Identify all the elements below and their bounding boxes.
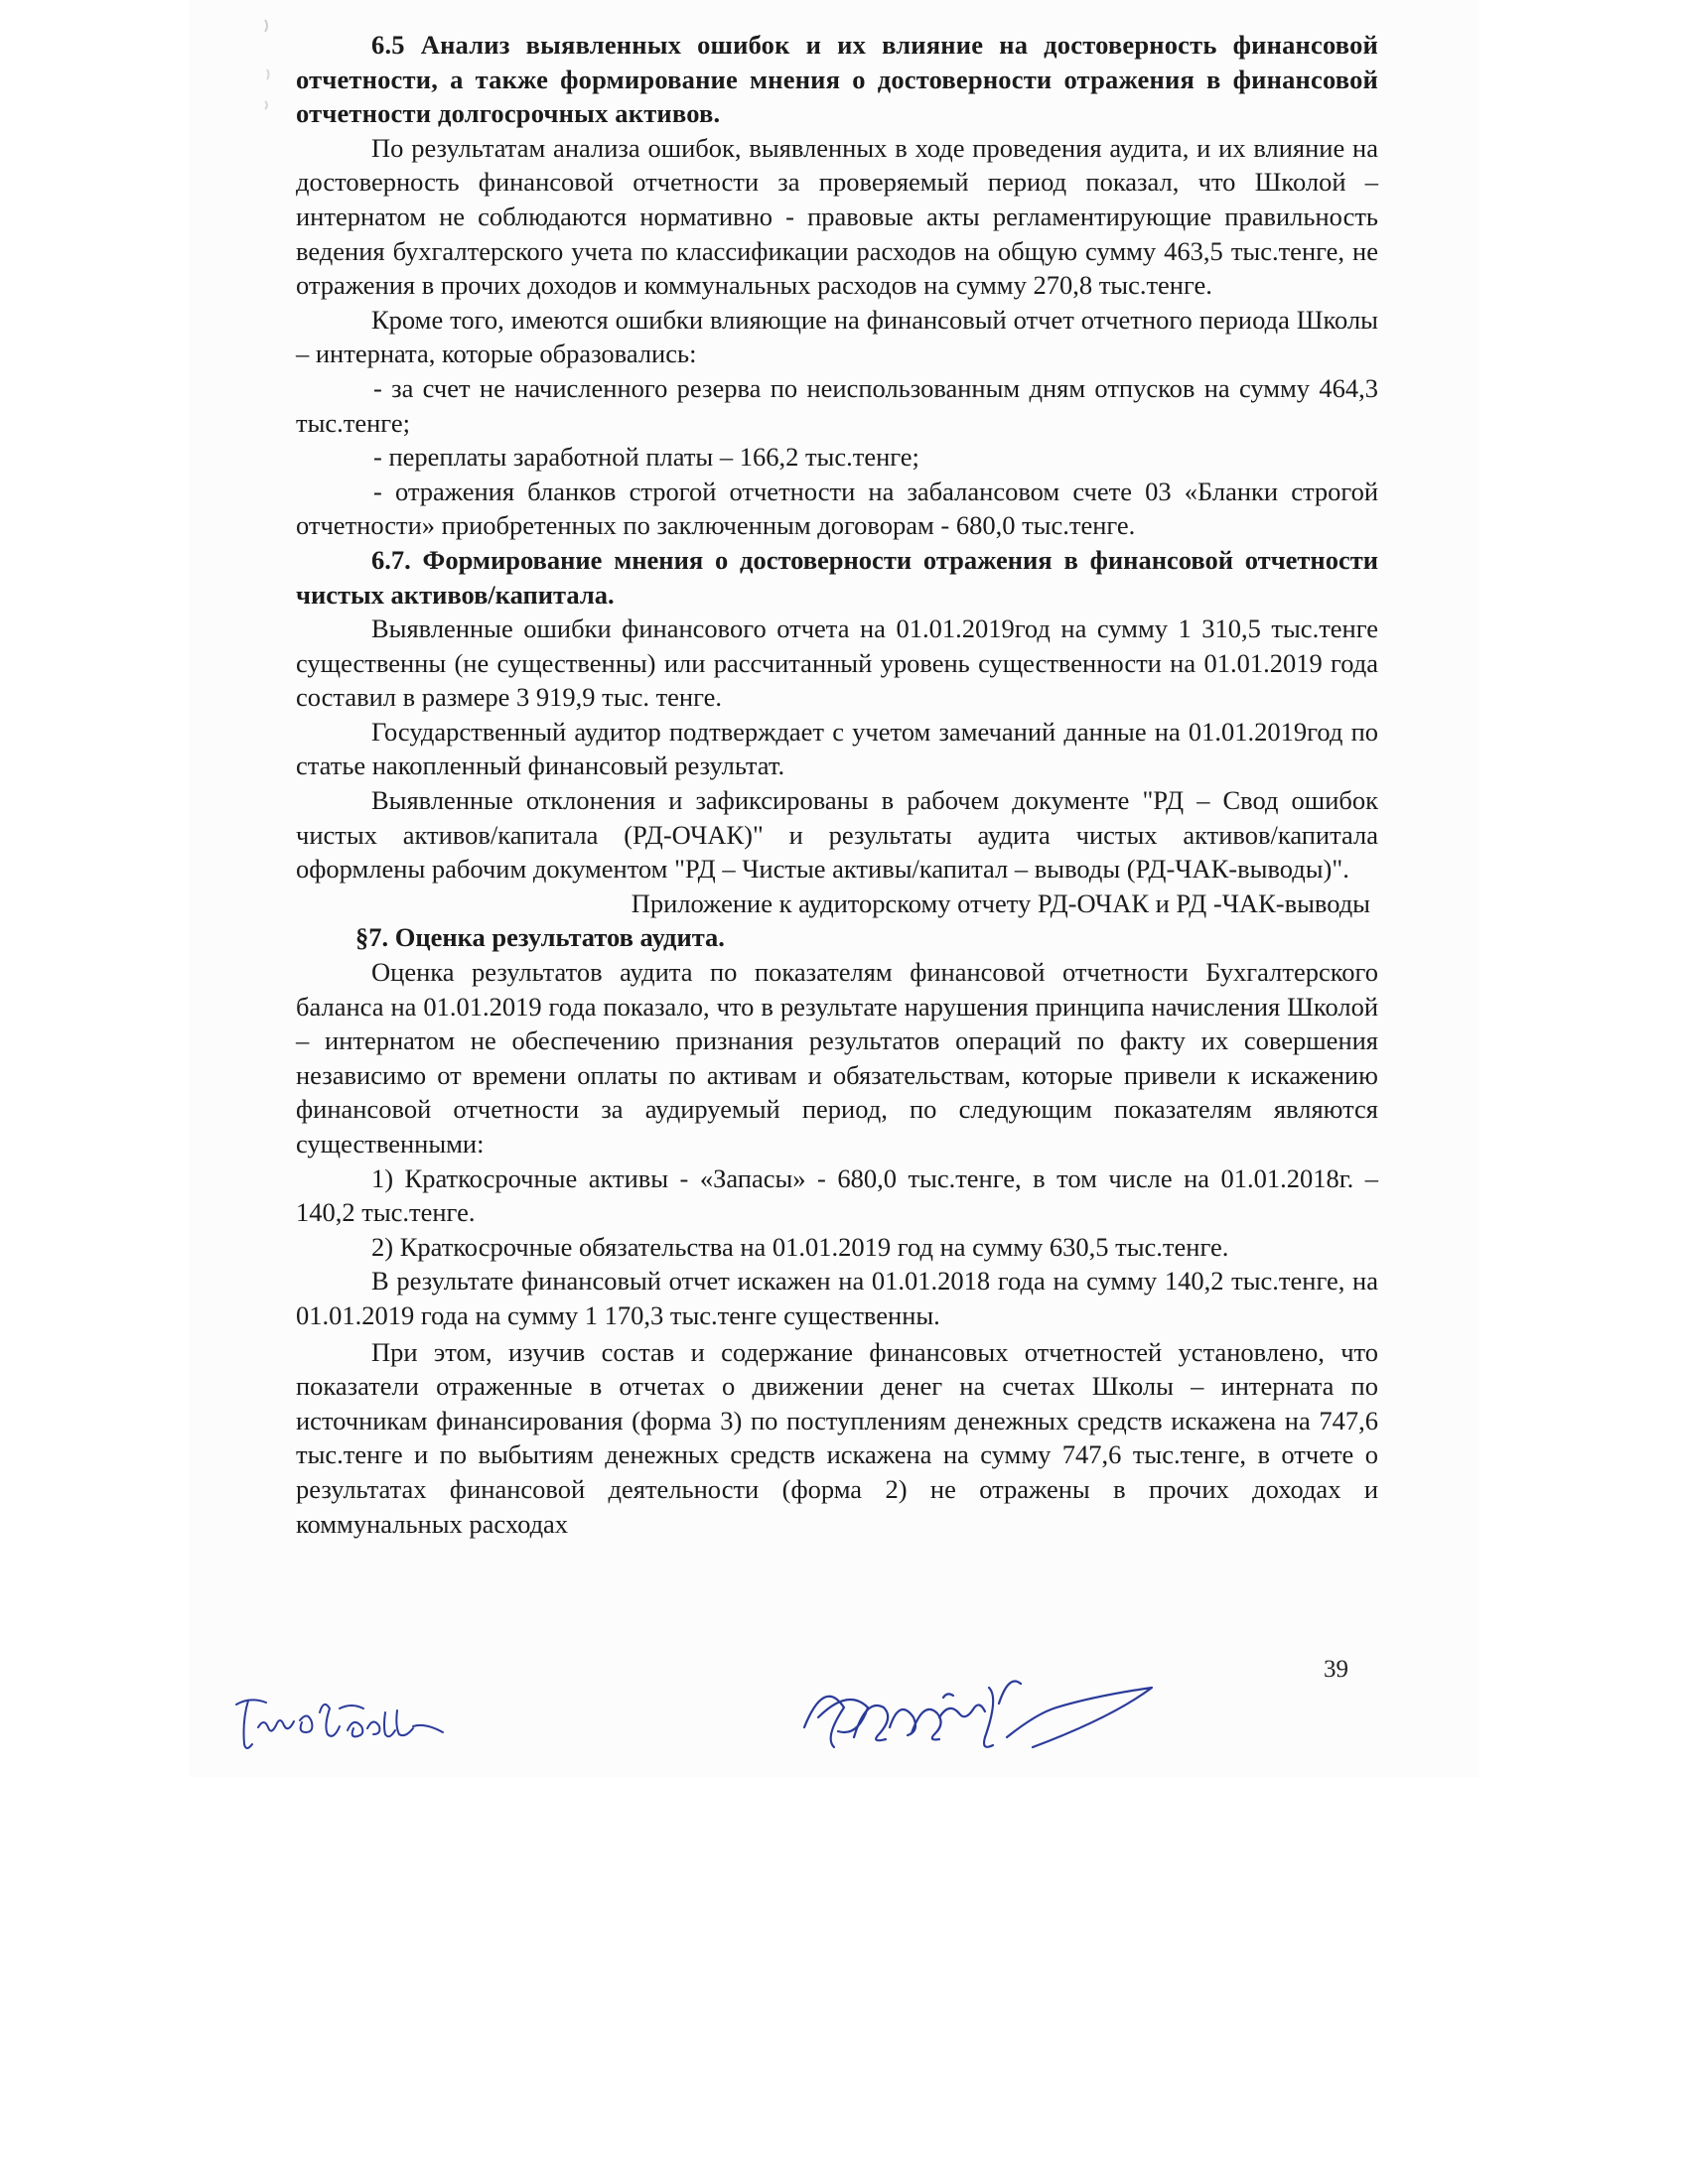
heading-6-5: 6.5 Анализ выявленных ошибок и их влияние на достоверность финансовой отчетности, а также формирование мнения о достоверности отражения в финансовой отчетности долгосрочных активов. [296, 30, 1378, 129]
list-item: - отражения бланков строгой отчетности на забалансовом счете 03 «Бланки строгой отчетности» приобретенных по заключенным договорам - 680,0 тыс.тенге. [296, 476, 1378, 541]
paragraph: При этом, изучив состав и содержание финансовых отчетностей установлено, что показатели отраженные в отчетах о движении денег на счетах Школы – интерната по источникам финансирования (форма 3) по поступлениям денежных средств искажена на 747,6 тыс.тенге и по выбытиям денежных средств искажена на сумму 747,6 тыс.тенге, в отчете о результатах финансовой деятельности (форма 2) не отражены в прочих доходах и коммунальных расходах [296, 1336, 1378, 1539]
document-body [296, 28, 1378, 1541]
appendix-note: Приложение к аудиторскому отчету РД-ОЧАК и РД -ЧАК-выводы [631, 887, 1370, 918]
handwritten-signature-left [228, 1683, 457, 1762]
paragraph: Оценка результатов аудита по показателям финансовой отчетности Бухгалтерского баланса на 01.01.2019 года показало, что в результате нарушения принципа начисления Школой – интернатом не обеспечению признания результатов операций по факту их совершения независимо от времени оплаты по активам и обязательствам, которые привели к искажению финансовой отчетности за аудируемый период, по следующим показателям являются существенными: [296, 957, 1378, 1159]
paragraph: По результатам анализа ошибок, выявленных в ходе проведения аудита, и их влияние на достоверность финансовой отчетности за проверяемый период показал, что Школой – интернатом не соблюдаются нормативно - правовые акты регламентирующие правильность ведения бухгалтерского учета по классификации расходов на общую сумму 463,5 тыс.тенге, не отражения в прочих доходов и коммунальных расходов на сумму 270,8 тыс.тенге. [296, 132, 1378, 301]
paragraph: Выявленные отклонения и зафиксированы в рабочем документе "РД – Свод ошибок чистых активов/капитала (РД-ОЧАК)" и результаты аудита чистых активов/капитала оформлены рабочим документом "РД – Чистые активы/капитал – выводы (РД-ЧАК-выводы)". [296, 785, 1378, 885]
paragraph: Государственный аудитор подтверждает с учетом замечаний данные на 01.01.2019год по статье накопленный финансовый результат. [296, 716, 1378, 781]
margin-staple-marks [253, 10, 293, 129]
heading-6-7: 6.7. Формирование мнения о достоверности отражения в финансовой отчетности чистых активов/капитала. [296, 544, 1378, 610]
paragraph: Выявленные ошибки финансового отчета на 01.01.2019год на сумму 1 310,5 тыс.тенге существенны (не существенны) или рассчитанный уровень существенности на 01.01.2019 года составил в размере 3 919,9 тыс. тенге. [296, 614, 1378, 713]
paragraph: Кроме того, имеются ошибки влияющие на финансовый отчет отчетного периода Школы – интерната, которые образовались: [296, 304, 1378, 369]
list-item: - переплаты заработной платы – 166,2 тыс.тенге; [373, 442, 919, 473]
page-number: 39 [1324, 1656, 1348, 1683]
section-7-heading: §7. Оценка результатов аудита. [355, 922, 725, 953]
list-item: 1) Краткосрочные активы - «Запасы» - 680,0 тыс.тенге, в том числе на 01.01.2018г. – 140,2 тыс.тенге. [296, 1162, 1378, 1228]
handwritten-signature-right [794, 1658, 1172, 1767]
list-item: 2) Краткосрочные обязательства на 01.01.2019 год на сумму 630,5 тыс.тенге. [371, 1231, 1229, 1262]
paragraph: В результате финансовый отчет искажен на 01.01.2018 года на сумму 140,2 тыс.тенге, на 01.01.2019 года на сумму 1 170,3 тыс.тенге существенны. [296, 1266, 1378, 1330]
list-item: - за счет не начисленного резерва по неиспользованным дням отпусков на сумму 464,3 тыс.тенге; [296, 372, 1378, 438]
